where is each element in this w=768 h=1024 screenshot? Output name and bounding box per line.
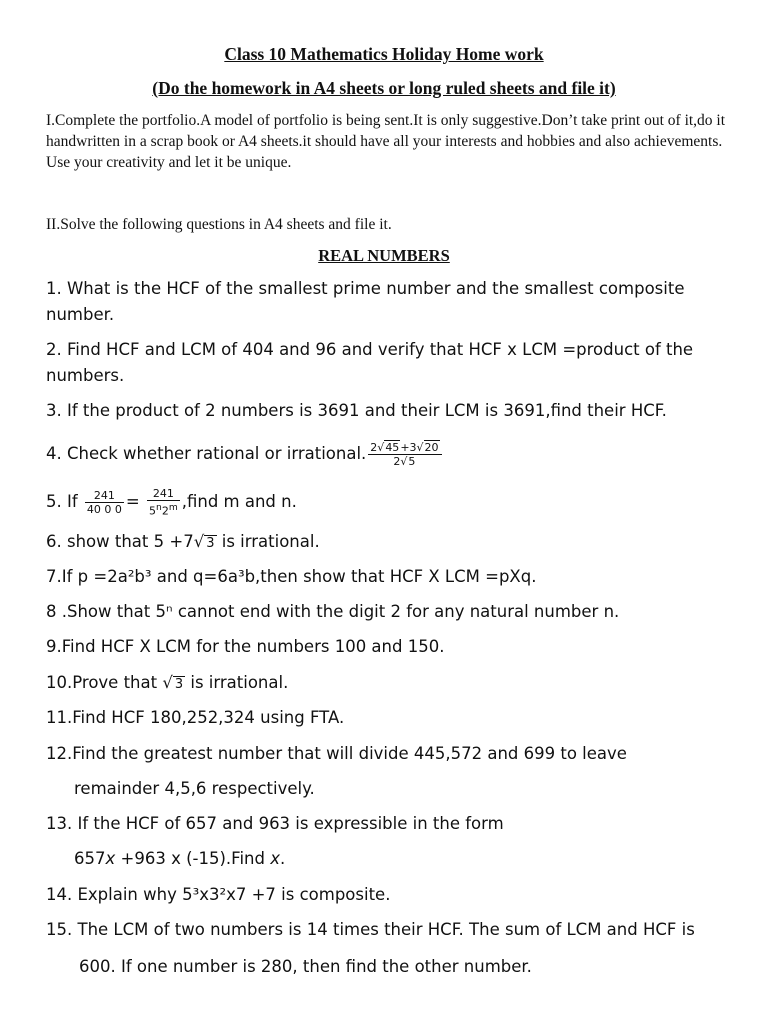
- variable-x: x: [105, 849, 116, 868]
- question-10-suffix: is irrational.: [185, 673, 289, 692]
- instruction-part-1: I.Complete the portfolio.A model of portfolio is being sent.It is only suggestive.Don’t take print out of it,do it handwritten in a scrap book or A4 sheets.it should have all your interests and hobbies and also achievements. Use your creativity and let it be unique.: [46, 112, 726, 171]
- question-4-text: 4. Check whether rational or irrational.: [46, 444, 367, 463]
- question-10: 10.Prove that √ 3 is irrational.: [46, 673, 289, 692]
- radicand: 3: [206, 536, 215, 551]
- question-12-line-2: remainder 4,5,6 respectively.: [74, 779, 315, 798]
- variable-x: x: [270, 849, 280, 868]
- question-2: 2. Find HCF and LCM of 404 and 96 and verify that HCF x LCM =product of the numbers.: [46, 340, 694, 385]
- coefficient: 2: [370, 441, 378, 454]
- question-15-line-1: 15. The LCM of two numbers is 14 times their HCF. The sum of LCM and HCF is: [46, 920, 695, 939]
- question-5-prefix: 5. If: [46, 492, 78, 511]
- text-segment: +963 x (-15).Find: [115, 849, 271, 868]
- question-6: 6. show that 5 +7√ 3 is irrational.: [46, 532, 320, 551]
- exponent: m: [168, 502, 178, 514]
- question-6-suffix: is irrational.: [216, 532, 320, 551]
- question-6-prefix: 6. show that 5 +7: [46, 532, 194, 551]
- question-9: 9.Find HCF X LCM for the numbers 100 and 150.: [46, 637, 445, 656]
- base: 5: [149, 504, 156, 518]
- radicand: 45: [385, 441, 400, 454]
- page-title: Class 10 Mathematics Holiday Home work: [224, 44, 544, 64]
- radicand: 20: [424, 441, 439, 454]
- exponent: n: [156, 502, 162, 514]
- text-segment: 657: [74, 849, 106, 868]
- question-5-rhs-fraction: [147, 487, 180, 518]
- text-segment: .: [279, 849, 286, 868]
- equals-sign: =: [125, 492, 140, 511]
- question-4: [46, 432, 726, 476]
- question-11: 11.Find HCF 180,252,324 using FTA.: [46, 708, 345, 727]
- question-5: [46, 480, 726, 524]
- fraction-numerator: 2√45+3√20: [368, 441, 441, 455]
- fraction-denominator: [147, 501, 180, 518]
- question-10-prefix: 10.Prove that: [46, 673, 163, 692]
- radicand: 3: [174, 677, 184, 692]
- question-14: 14. Explain why 5³x3²x7 +7 is composite.: [46, 885, 391, 904]
- question-4-fraction: [368, 441, 441, 468]
- base: 2: [161, 504, 169, 518]
- instruction-part-2: II.Solve the following questions in A4 sheets and file it.: [46, 216, 392, 233]
- question-5-lhs-fraction: [85, 489, 124, 516]
- fraction-denominator: 2√5: [393, 455, 416, 468]
- question-13-line-2: [74, 846, 754, 872]
- question-7: 7.If p =2a²b³ and q=6a³b,then show that HCF X LCM =pXq.: [46, 567, 537, 586]
- question-8: 8 .Show that 5ⁿ cannot end with the digit 2 for any natural number n.: [46, 602, 620, 621]
- question-12-line-1: 12.Find the greatest number that will divide 445,572 and 699 to leave: [46, 744, 627, 763]
- fraction-numerator: 241: [85, 489, 124, 503]
- question-1: 1. What is the HCF of the smallest prime number and the smallest composite number.: [46, 279, 685, 324]
- question-3: 3. If the product of 2 numbers is 3691 and their LCM is 3691,find their HCF.: [46, 401, 667, 420]
- question-15-line-2: 600. If one number is 280, then find the other number.: [79, 957, 532, 976]
- question-13-line-1: 13. If the HCF of 657 and 963 is expressible in the form: [46, 814, 504, 833]
- operator: +3: [400, 441, 417, 454]
- fraction-denominator: 40 0 0: [86, 503, 122, 516]
- section-title: REAL NUMBERS: [318, 246, 450, 265]
- radicand: 5: [408, 455, 416, 468]
- page-subtitle: (Do the homework in A4 sheets or long ruled sheets and file it): [152, 78, 616, 98]
- question-5-suffix: ,find m and n.: [181, 492, 297, 511]
- fraction-numerator: 241: [147, 487, 180, 501]
- coefficient: 2: [393, 455, 401, 468]
